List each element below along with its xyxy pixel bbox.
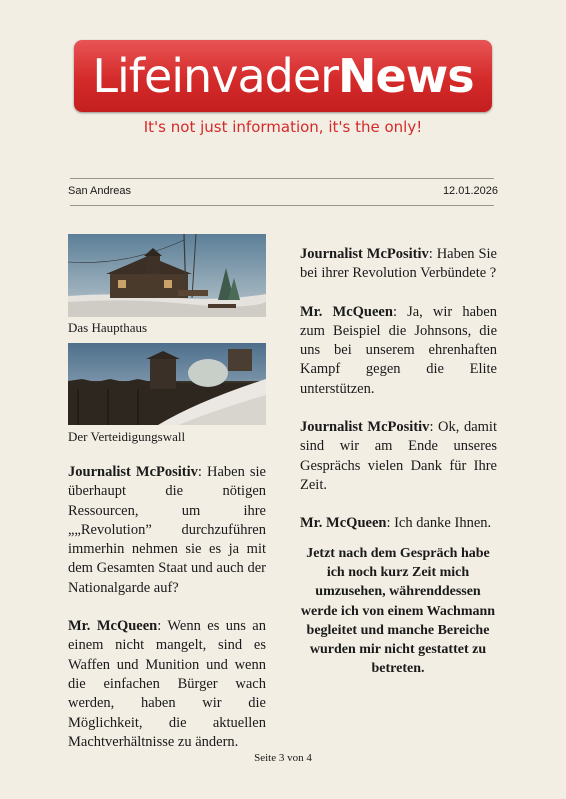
wall-photo: [68, 343, 266, 425]
interview-question-1: Journalist McPositiv: Haben sie überhaupt die nötigen Ressourcen, um ihre „„Revolution” durchzuführen immerhin nehmen sie es ja mit dem Gesamten Staat und auch der Nationalgarde auf?: [68, 464, 266, 596]
interview-answer-2: Mr. McQueen: Ja, wir haben zum Beispiel die Johnsons, die uns bei unserem ehrenhaften Kampf gegen die Elite unterstützen.: [300, 303, 497, 397]
right-column: [300, 245, 497, 553]
interview-question-2: Journalist McPositiv: Haben Sie bei ihrer Revolution Verbündete ?: [300, 246, 497, 282]
left-column: [68, 463, 266, 771]
date: 12.01.2026: [442, 185, 498, 197]
interview-answer-1: Mr. McQueen: Wenn es uns an einem nicht mangelt, sind es Waffen und Munition und wenn die einfachen Bürger wach werden, haben wir die Möglichkeit, die aktuellen Machtverhältnisse zu ändern.: [68, 618, 266, 750]
interview-question-3: Journalist McPositiv: Ok, damit sind wir am Ende unseres Gesprächs vielen Dank für Ihre Zeit.: [300, 419, 497, 493]
tagline: It's not just information, it's the only!: [143, 118, 423, 136]
header-rule-bottom: [70, 205, 494, 206]
header-rule-top: [70, 178, 494, 179]
house-photo: [68, 234, 266, 317]
photo-caption-house: Das Haupthaus: [68, 320, 148, 335]
photo-caption-wall: Der Verteidigungswall: [68, 429, 186, 444]
observation-callout: Jetzt nach dem Gespräch habe ich noch kurz Zeit mich umzusehen, währenddessen werde ich von einem Wachmann begleitet und manche Bereiche wurden mir nicht gestattet zu betreten.: [300, 546, 496, 677]
page-number: Seite 3 von 4: [254, 752, 312, 764]
lifeinvader-news-logo: Life invader News: [74, 40, 492, 112]
interview-answer-3: Mr. McQueen: Ich danke Ihnen.: [300, 515, 492, 532]
location: San Andreas: [68, 185, 131, 197]
